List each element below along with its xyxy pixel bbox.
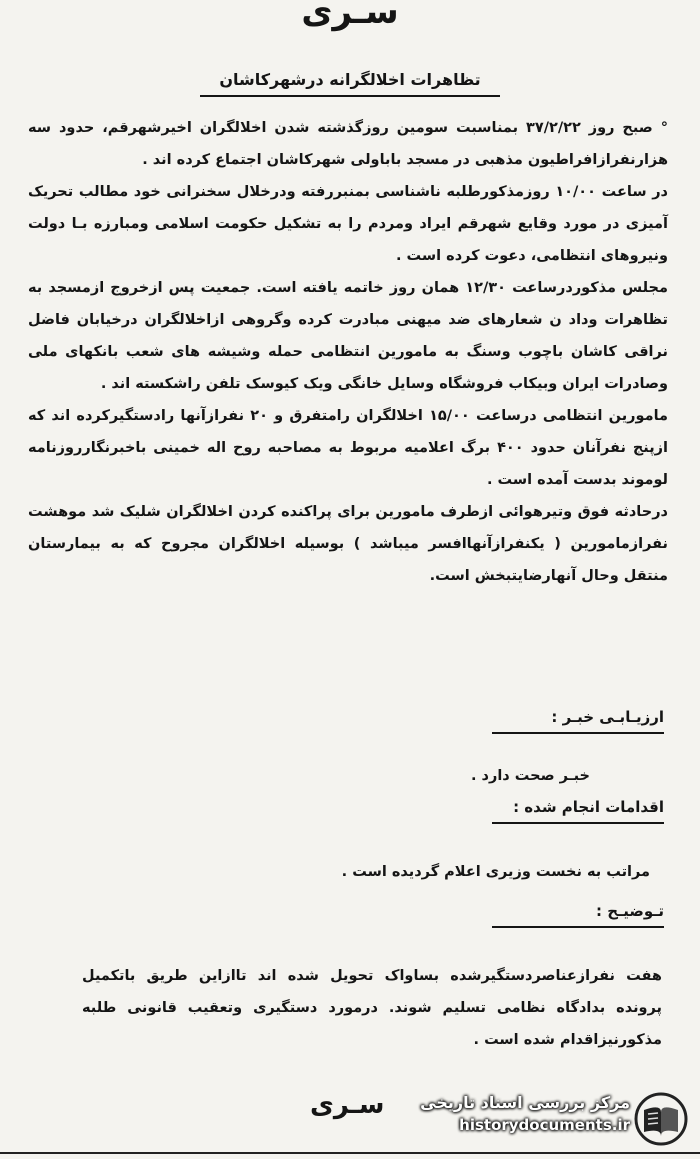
classification-bottom: سـری bbox=[310, 1090, 385, 1120]
body-paragraph: مجلس مذکوردرساعت ۱۲/۳۰ همان روز خاتمه یافته است. جمعیت پس ازخروج ازمسجد به تظاهرات وداد ن شعارهای ضد میهنی مبادرت کرده وگروهی ازاخلالگران درخیابان فاضل نراقی کاشان باچوب وسنگ به مامورین انتظامی حمله وشیشه های شعب بانکهای ملی وصادرات ایران وبیکاب فروشگاه وسایل خانگی ویک کیوسک تلفن راشکسته اند . bbox=[28, 280, 668, 392]
explanation-text: هفت نفرازعناصردستگیرشده بساواک تحویل شده اند تاازاین طریق باتکمیل پرونده بدادگاه نظامی تسلیم شوند. درمورد دستگیری وتعقیب قانونی طلبه مذکورنیزاقدام شده است . bbox=[82, 968, 662, 1048]
evaluation-heading: ارزیـابـی خبـر : bbox=[492, 708, 664, 734]
body-paragraph: درحادثه فوق وتیرهوائی ازطرف مامورین برای پراکنده کردن اخلالگران شلیک شد موهشت نفرازمامورین ( یکنفرازآنهاافسر میباشد ) بوسیله اخلالگران مجروح که به بیمارستان منتقل وحال آنهارضایتبخش است. bbox=[28, 504, 668, 584]
archive-name: مرکز بررسی اسناد تاریخی bbox=[420, 1093, 630, 1112]
archive-logo-icon bbox=[634, 1092, 688, 1146]
evaluation-text: خبـر صحت دارد . bbox=[470, 768, 590, 784]
classification-top: سـری bbox=[301, 0, 399, 32]
archive-url: historydocuments.ir bbox=[459, 1116, 630, 1134]
body-paragraph: مامورین انتظامی درساعت ۱۵/۰۰ اخلالگران رامتفرق و ۲۰ نفرازآنها رادستگیرکرده اند که ازپنج نفرآنان حدود ۴۰۰ برگ اعلامیه مربوط به مصاحبه روح اله خمینی باخبرنگارروزنامه لوموند بدست آمده است . bbox=[28, 408, 668, 488]
document-title: تظاهرات اخلالگرانه درشهرکاشان bbox=[200, 70, 500, 97]
actions-heading: اقدامات انجام شده : bbox=[492, 798, 664, 824]
actions-text: مراتب به نخست وزیری اعلام گردیده است . bbox=[341, 864, 650, 880]
bottom-border bbox=[0, 1152, 700, 1154]
explanation-heading: تـوضیـح : bbox=[492, 902, 664, 928]
book-icon bbox=[634, 1092, 688, 1146]
body-paragraph: در ساعت ۱۰/۰۰ روزمذکورطلبه ناشناسی بمنبررفته ودرخلال سخنرانی خود مطالب تحریک آمیزی در مورد وقایع شهرقم ایراد ومردم را به تشکیل حکومت اسلامی ومبارزه بـا دولت ونیروهای انتظامی، دعوت کرده است . bbox=[28, 184, 669, 264]
archive-logo-text bbox=[420, 1092, 630, 1136]
document-body bbox=[28, 112, 668, 592]
body-paragraph: ° صبح روز ۳۷/۲/۲۲ بمناسبت سومین روزگذشته شدن اخلالگران اخیرشهرقم، حدود سه هزارنفرازافراطیون مذهبی در مسجد باباولی شهرکاشان اجتماع کرده اند . bbox=[28, 120, 669, 168]
